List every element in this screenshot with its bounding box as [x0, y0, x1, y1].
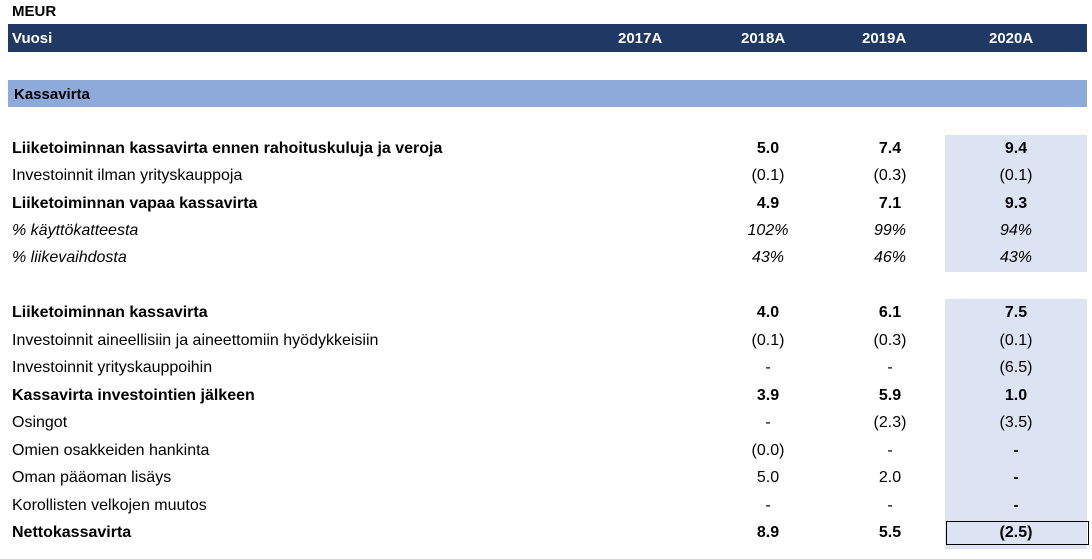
table-row [0, 520, 1092, 547]
value-2019: 5.5 [878, 524, 902, 541]
table-row [0, 245, 1092, 272]
value-2020: 43% [999, 249, 1033, 266]
table-row [0, 465, 1092, 492]
value-2019: (0.3) [873, 332, 907, 349]
value-2019: 6.1 [878, 304, 902, 321]
section-title: Kassavirta [14, 86, 90, 103]
value-2018: 5.0 [756, 469, 780, 486]
row-label: Investoinnit aineellisiin ja aineettomiin hyödykkeisiin [12, 332, 379, 349]
header-year-2018: 2018A [741, 30, 786, 47]
value-2020: (6.5) [999, 359, 1033, 376]
value-2020: (0.1) [999, 167, 1033, 184]
row-label: Osingot [12, 414, 68, 431]
row-label: Nettokassavirta [12, 524, 132, 541]
section-header-kassavirta [8, 80, 1087, 107]
header-label: Vuosi [12, 30, 53, 47]
row-label: Liiketoiminnan vapaa kassavirta [12, 195, 258, 212]
row-label: Investoinnit yrityskauppoihin [12, 359, 213, 376]
value-2020: 1.0 [1004, 387, 1028, 404]
value-2020: - [1013, 469, 1019, 486]
value-2018: (0.0) [751, 442, 785, 459]
row-label: Omien osakkeiden hankinta [12, 442, 210, 459]
value-2020: (0.1) [999, 332, 1033, 349]
value-2020: 9.3 [1004, 195, 1028, 212]
header-year-2017: 2017A [618, 30, 663, 47]
table-row [0, 410, 1092, 437]
value-2020: - [1013, 497, 1019, 514]
value-2019: - [887, 359, 893, 376]
table-row [0, 191, 1092, 218]
value-2020: - [1013, 442, 1019, 459]
unit-label: MEUR [12, 3, 57, 20]
table-row [0, 438, 1092, 465]
row-label: % käyttökatteesta [12, 222, 139, 239]
value-2020: (3.5) [999, 414, 1033, 431]
header-year-2020: 2020A [989, 30, 1034, 47]
value-2018: (0.1) [751, 332, 785, 349]
value-2018: 8.9 [756, 524, 780, 541]
row-label: Korollisten velkojen muutos [12, 497, 207, 514]
value-2018: 4.0 [756, 304, 780, 321]
value-2019: 46% [873, 249, 907, 266]
value-2018: (0.1) [751, 167, 785, 184]
value-2019: 7.4 [878, 140, 902, 157]
value-2019: - [887, 497, 893, 514]
value-2019: 2.0 [878, 469, 902, 486]
table-row [0, 300, 1092, 327]
row-label: % liikevaihdosta [12, 249, 127, 266]
value-2020: (2.5) [999, 524, 1033, 541]
table-row [0, 136, 1092, 163]
value-2020: 7.5 [1004, 304, 1028, 321]
table-row [0, 493, 1092, 520]
row-label: Liiketoiminnan kassavirta [12, 304, 208, 321]
value-2019: - [887, 442, 893, 459]
row-label: Oman pääoman lisäys [12, 469, 172, 486]
row-label: Liiketoiminnan kassavirta ennen rahoituskuluja ja veroja [12, 140, 443, 157]
value-2019: 99% [873, 222, 907, 239]
value-2018: - [765, 359, 771, 376]
value-2018: 43% [751, 249, 785, 266]
table-row [0, 218, 1092, 245]
table-row [0, 383, 1092, 410]
year-header-bar [8, 24, 1087, 52]
value-2019: (2.3) [873, 414, 907, 431]
row-label: Investoinnit ilman yrityskauppoja [12, 167, 243, 184]
table-row [0, 163, 1092, 190]
value-2018: 3.9 [756, 387, 780, 404]
value-2018: 5.0 [756, 140, 780, 157]
table-row [0, 355, 1092, 382]
value-2019: 5.9 [878, 387, 902, 404]
value-2018: - [765, 497, 771, 514]
header-year-2019: 2019A [862, 30, 907, 47]
value-2018: 102% [747, 222, 789, 239]
value-2020: 94% [999, 222, 1033, 239]
value-2019: (0.3) [873, 167, 907, 184]
value-2019: 7.1 [878, 195, 902, 212]
value-2020: 9.4 [1004, 140, 1028, 157]
value-2018: - [765, 414, 771, 431]
table-row [0, 328, 1092, 355]
row-label: Kassavirta investointien jälkeen [12, 387, 255, 404]
value-2018: 4.9 [756, 195, 780, 212]
